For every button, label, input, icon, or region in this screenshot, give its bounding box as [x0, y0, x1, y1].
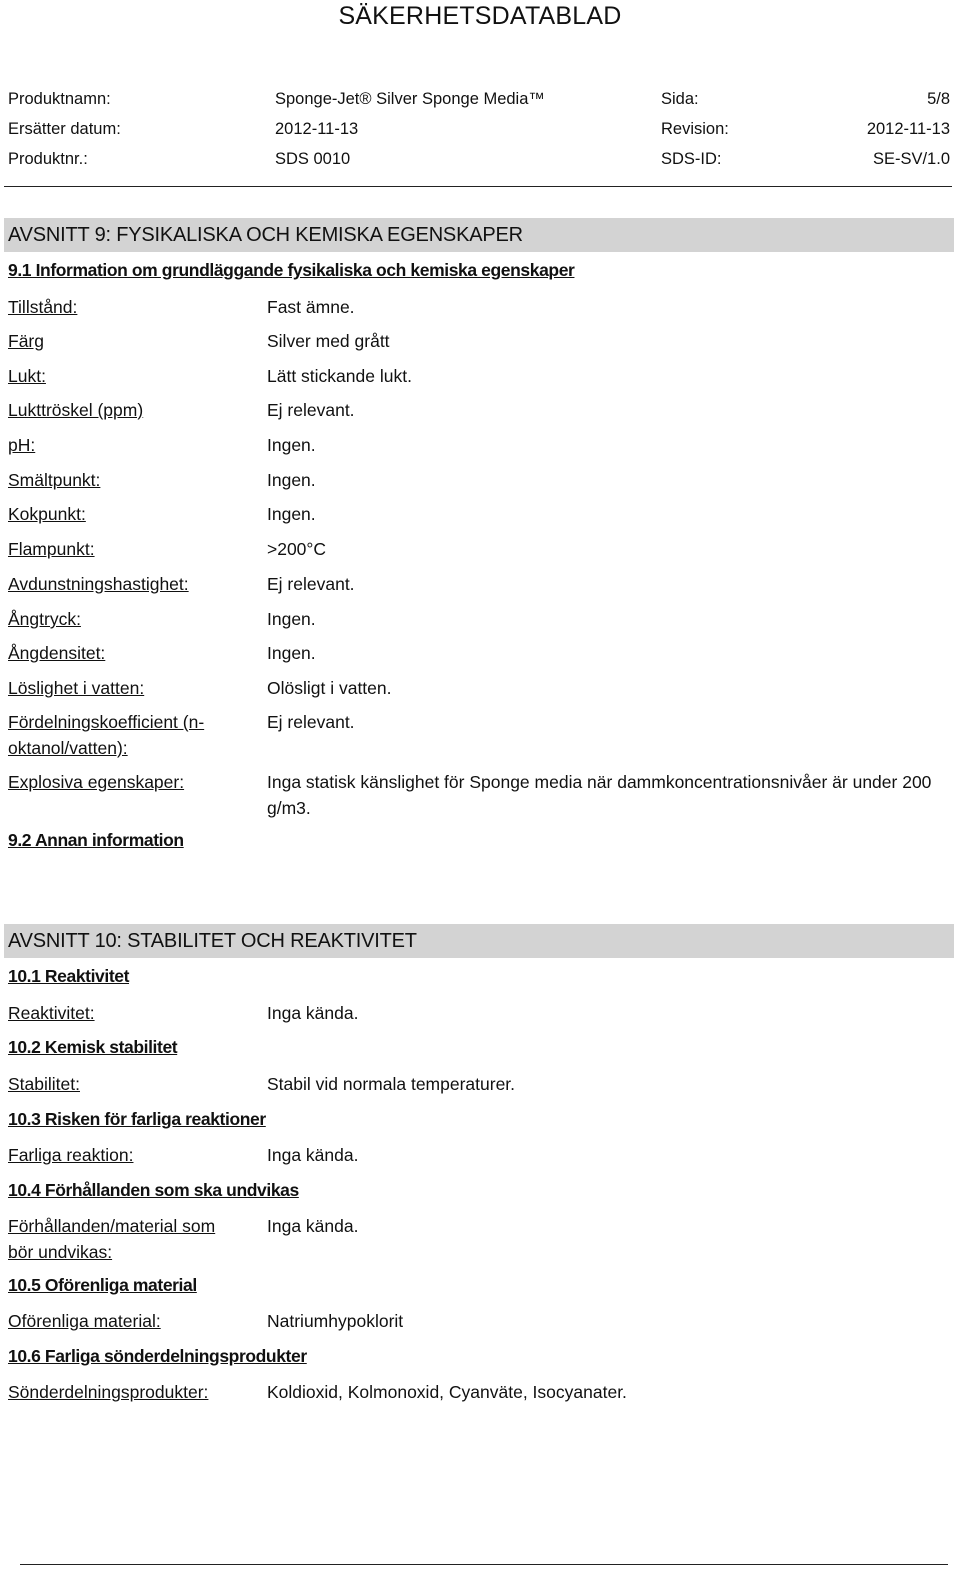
header-row-product-number	[8, 150, 950, 180]
header-label: SDS-ID:	[661, 150, 722, 168]
subsection-10-4-heading: 10.4 Förhållanden som ska undvikas	[8, 1180, 299, 1200]
property-value: Natriumhypoklorit	[267, 1311, 404, 1331]
property-label: Lukt:	[8, 366, 46, 386]
property-value: Ej relevant.	[267, 574, 355, 594]
subsection-10-5-heading: 10.5 Oförenliga material	[8, 1275, 197, 1295]
property-label: Färg	[8, 331, 44, 351]
header-row-replaces	[8, 120, 950, 150]
subsection-10-1-heading: 10.1 Reaktivitet	[8, 966, 130, 986]
property-value: Silver med grått	[267, 331, 390, 351]
property-label: Sönderdelningsprodukter:	[8, 1382, 209, 1402]
header-label: Produktnr.:	[8, 150, 88, 168]
property-label: Löslighet i vatten:	[8, 678, 145, 698]
subsection-9-1-heading: 9.1 Information om grundläggande fysikaliska och kemiska egenskaper	[8, 260, 575, 280]
section-10-bar	[4, 924, 954, 958]
property-value: Ingen.	[267, 609, 316, 629]
property-value: Ingen.	[267, 504, 316, 524]
property-label: Tillstånd:	[8, 297, 78, 317]
property-value: Koldioxid, Kolmonoxid, Cyanväte, Isocyanater.	[267, 1382, 627, 1402]
property-value: Fast ämne.	[267, 297, 355, 317]
property-label: Avdunstningshastighet:	[8, 574, 189, 594]
header-row-product	[8, 90, 950, 120]
property-label: pH:	[8, 435, 36, 455]
header-value: SDS 0010	[275, 150, 351, 168]
property-value: Inga kända.	[267, 1145, 359, 1165]
subsection-10-2-heading: 10.2 Kemisk stabilitet	[8, 1037, 178, 1057]
header-label: Revision:	[661, 120, 729, 138]
property-value: Inga kända.	[267, 1216, 359, 1236]
header-value: SE-SV/1.0	[872, 150, 950, 168]
property-label: Smältpunkt:	[8, 470, 101, 490]
header-value: Sponge-Jet® Silver Sponge Media™	[275, 90, 545, 108]
header-value: 5/8	[927, 90, 950, 108]
property-label: Reaktivitet:	[8, 1003, 95, 1023]
property-label: Flampunkt:	[8, 539, 95, 559]
header-label: Produktnamn:	[8, 90, 111, 108]
property-value: Ej relevant.	[267, 712, 355, 732]
property-value: Stabil vid normala temperaturer.	[267, 1074, 516, 1094]
subsection-9-2-heading: 9.2 Annan information	[8, 830, 184, 850]
property-value: Inga statisk känslighet för Sponge media när dammkoncentrationsnivåer är under 200 g/m3.	[267, 772, 932, 818]
property-value: Olösligt i vatten.	[267, 678, 392, 698]
property-label: Stabilitet:	[8, 1074, 80, 1094]
property-value: Inga kända.	[267, 1003, 359, 1023]
header-label: Sida:	[661, 90, 699, 108]
property-value: Lätt stickande lukt.	[267, 366, 412, 386]
subsection-10-6-heading: 10.6 Farliga sönderdelningsprodukter	[8, 1346, 307, 1366]
section-9-bar	[4, 218, 954, 252]
footer-divider	[20, 1564, 948, 1565]
property-label: Oförenliga material:	[8, 1311, 161, 1331]
property-value: Ingen.	[267, 643, 316, 663]
subsection-10-3-heading: 10.3 Risken för farliga reaktioner	[8, 1109, 266, 1129]
property-value: Ingen.	[267, 435, 316, 455]
property-label: Fördelningskoefficient (n-oktanol/vatten):	[8, 712, 205, 758]
property-label: Kokpunkt:	[8, 504, 86, 524]
document-title: SÄKERHETSDATABLAD	[338, 2, 622, 30]
property-label: Förhållanden/material som bör undvikas:	[8, 1216, 216, 1262]
property-value: >200°C	[267, 539, 327, 559]
property-label: Ångdensitet:	[8, 643, 106, 663]
property-label: Farliga reaktion:	[8, 1145, 134, 1165]
header-divider	[4, 186, 952, 187]
property-value: Ingen.	[267, 470, 316, 490]
section-9-title: AVSNITT 9: FYSIKALISKA OCH KEMISKA EGENSKAPER	[8, 224, 523, 246]
section-10-title: AVSNITT 10: STABILITET OCH REAKTIVITET	[8, 930, 417, 952]
property-label: Explosiva egenskaper:	[8, 772, 185, 792]
property-label: Lukttröskel (ppm)	[8, 400, 144, 420]
header-value: 2012-11-13	[866, 120, 950, 138]
property-label: Ångtryck:	[8, 609, 81, 629]
property-value: Ej relevant.	[267, 400, 355, 420]
header-label: Ersätter datum:	[8, 120, 121, 138]
header-value: 2012-11-13	[275, 120, 359, 138]
